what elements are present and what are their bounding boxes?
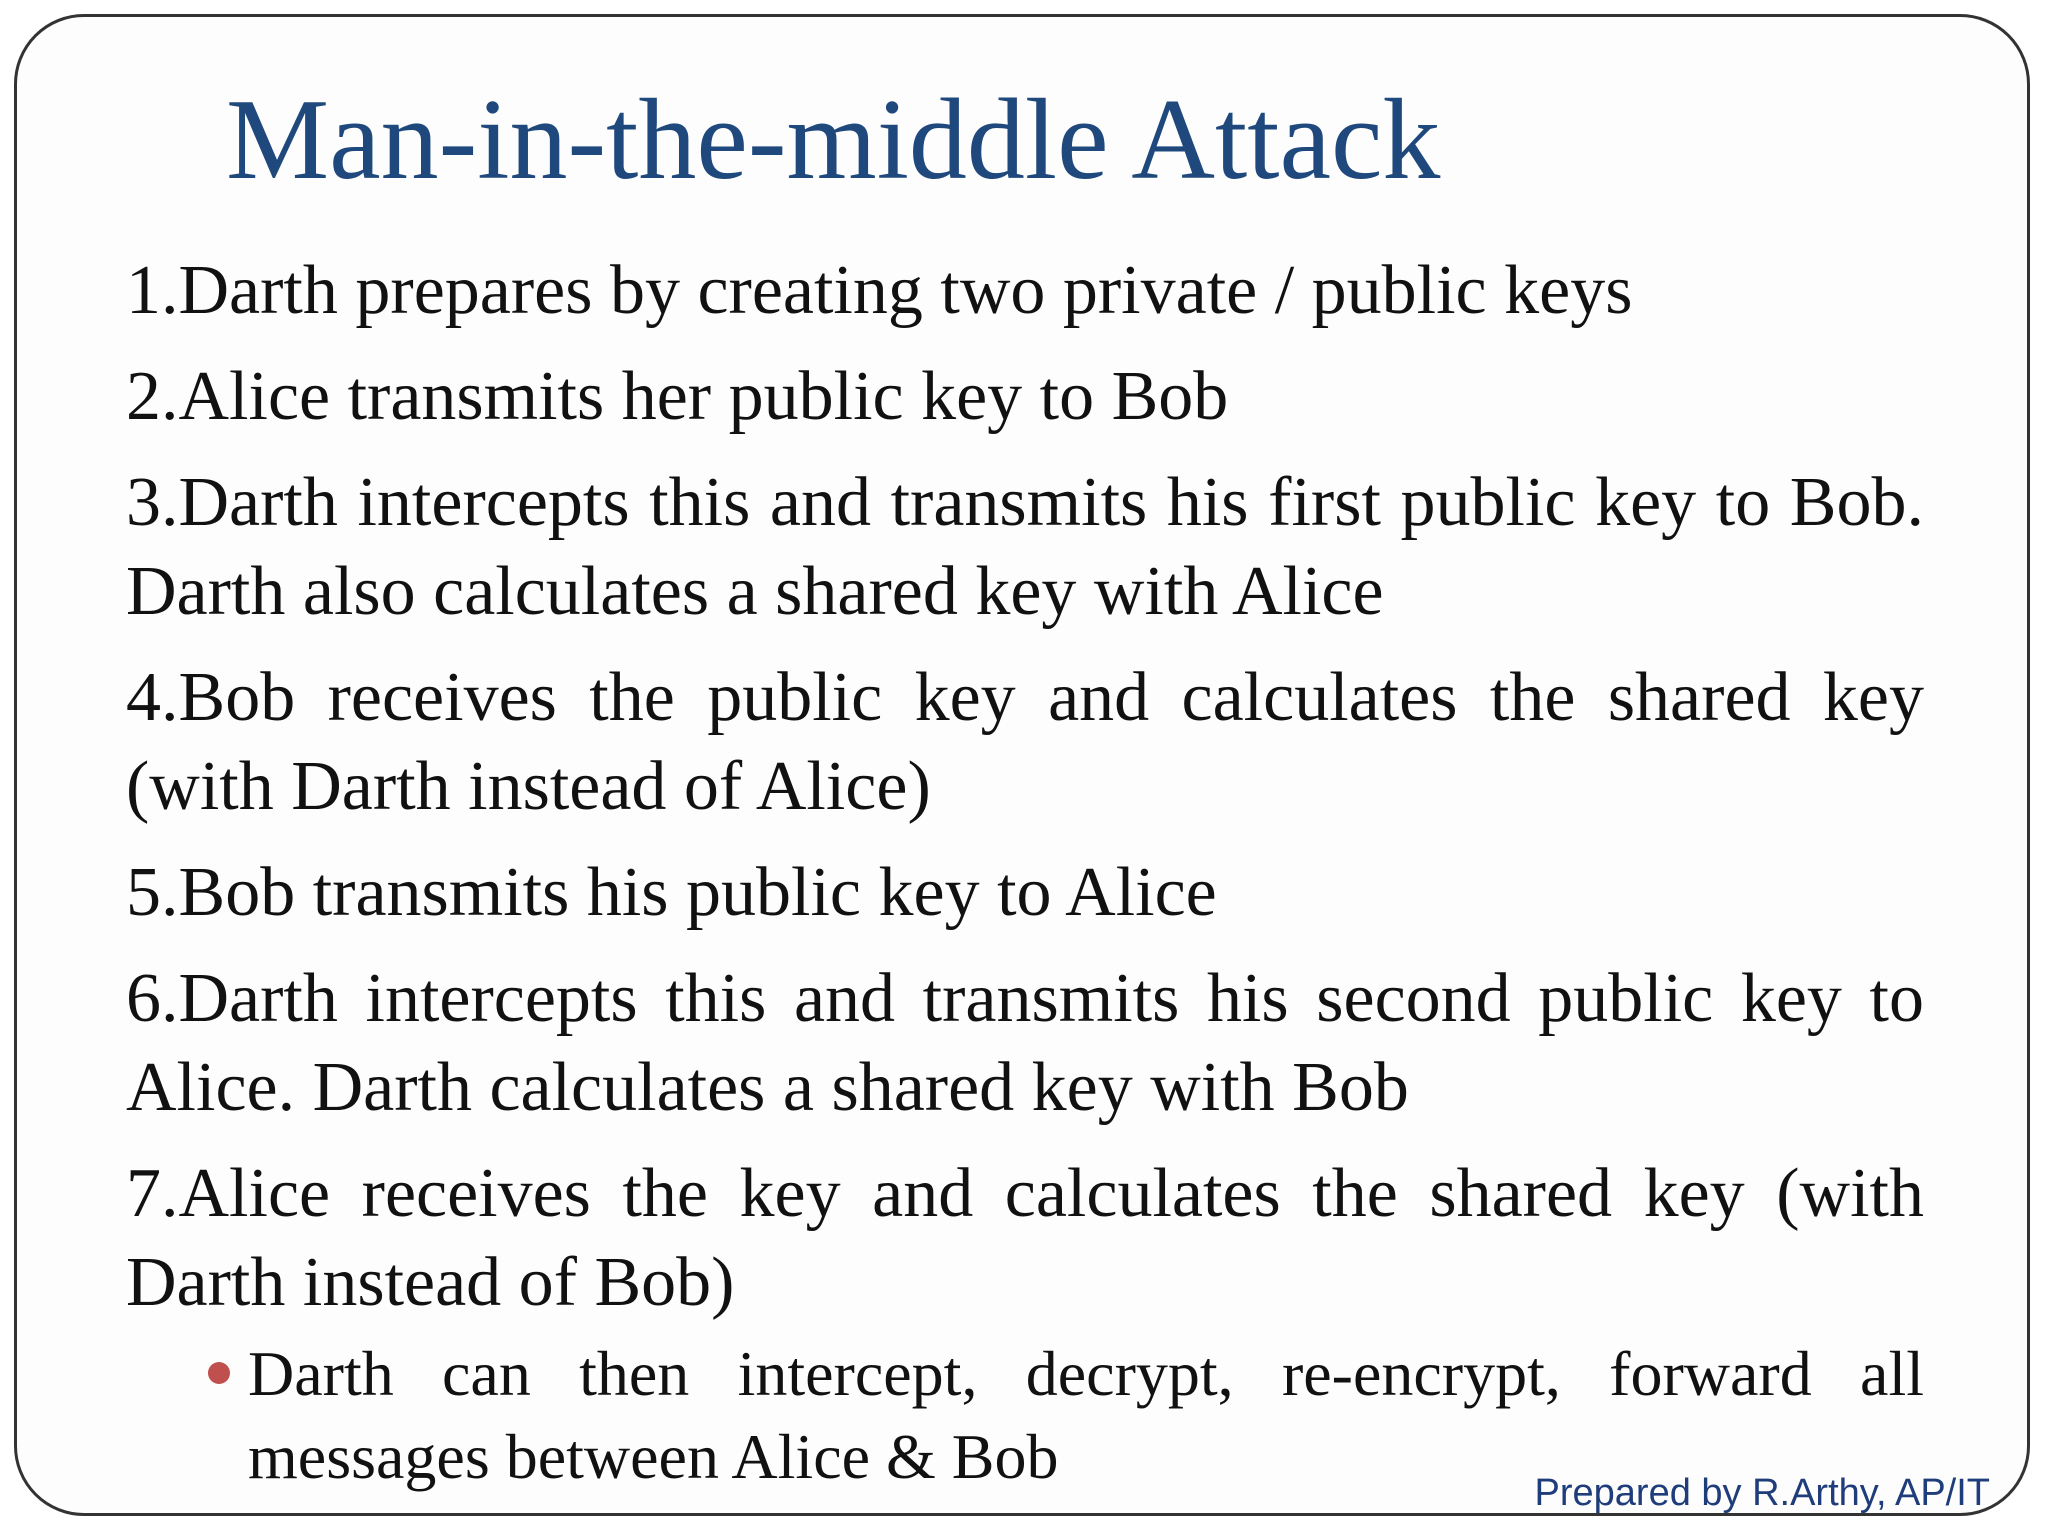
- step-item-7: 7.Alice receives the key and calculates the shared key (with Darth instead of Bob): [126, 1155, 1924, 1321]
- step-item-1: 1.Darth prepares by creating two private / public keys: [126, 252, 1633, 329]
- step-item-4: 4.Bob receives the public key and calculates the shared key (with Darth instead of Alice): [126, 659, 1924, 825]
- step-item-6: 6.Darth intercepts this and transmits his second public key to Alice. Darth calculates a shared key with Bob: [126, 960, 1924, 1126]
- step-item-5: 5.Bob transmits his public key to Alice: [126, 854, 1217, 931]
- slide-title: Man-in-the-middle Attack: [226, 76, 1441, 204]
- step-item-3: 3.Darth intercepts this and transmits his first public key to Bob. Darth also calculates a shared key with Alice: [126, 464, 1924, 630]
- footer-credit: Prepared by R.Arthy, AP/IT: [1534, 1472, 1990, 1514]
- steps-list: [126, 246, 1924, 1344]
- bullet-dot-icon: [208, 1362, 230, 1384]
- sub-bullet-text: Darth can then intercept, decrypt, re-encrypt, forward all messages between Alice & Bob: [248, 1338, 1924, 1492]
- step-item-2: 2.Alice transmits her public key to Bob: [126, 358, 1229, 435]
